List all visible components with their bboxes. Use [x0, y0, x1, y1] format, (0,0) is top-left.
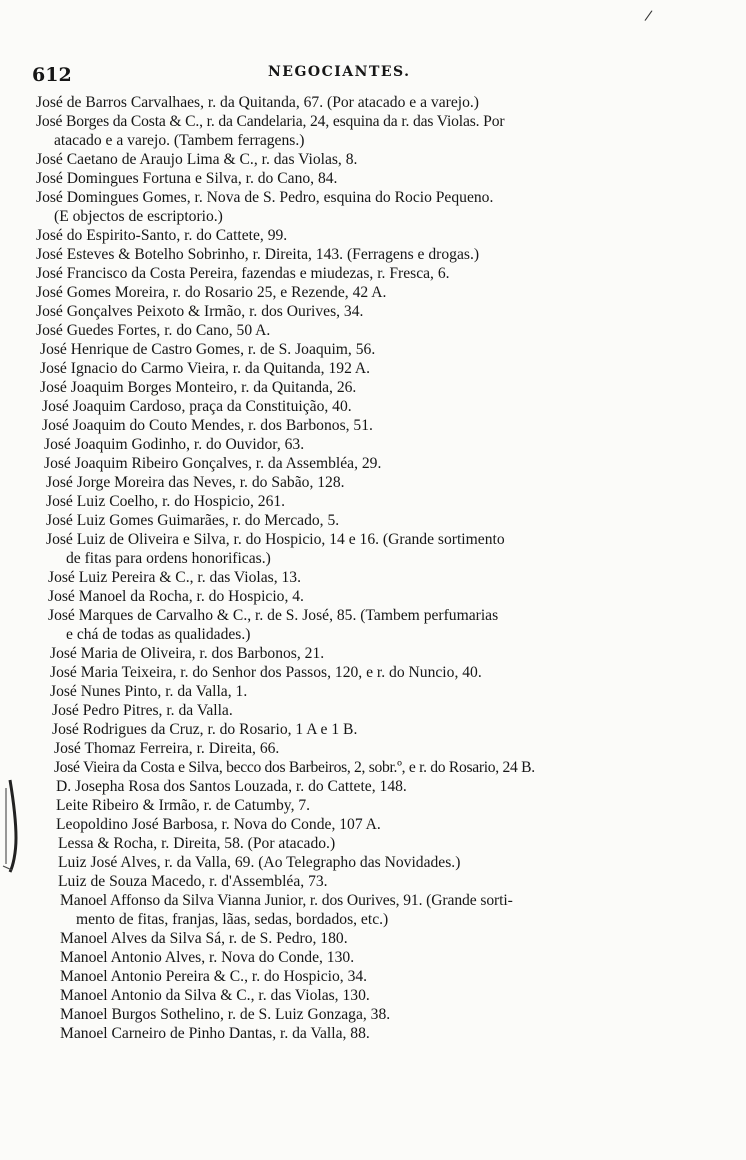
- entry-line: José Maria Teixeira, r. do Senhor dos Passos, 120, e r. do Nuncio, 40.: [50, 664, 482, 681]
- entry-line: José Ignacio do Carmo Vieira, r. da Quitanda, 192 A.: [40, 360, 371, 377]
- entry-line: Manoel Carneiro de Pinho Dantas, r. da Valla, 88.: [60, 1025, 370, 1042]
- entry-line: Lessa & Rocha, r. Direita, 58. (Por atacado.): [58, 835, 336, 852]
- entry-line: José Joaquim Godinho, r. do Ouvidor, 63.: [44, 436, 305, 453]
- entry-line: José Caetano de Araujo Lima & C., r. das Violas, 8.: [36, 151, 358, 168]
- entry-line: José Esteves & Botelho Sobrinho, r. Direita, 143. (Ferragens e drogas.): [36, 246, 480, 263]
- entry-line: José Thomaz Ferreira, r. Direita, 66.: [54, 740, 280, 757]
- entry-line: José Nunes Pinto, r. da Valla, 1.: [50, 683, 248, 700]
- entry-line: José Guedes Fortes, r. do Cano, 50 A.: [36, 322, 271, 339]
- entry-line: José Domingues Fortuna e Silva, r. do Cano, 84.: [36, 170, 338, 187]
- entry-line: José Francisco da Costa Pereira, fazendas e miudezas, r. Fresca, 6.: [36, 265, 450, 282]
- entry-line: José Gonçalves Peixoto & Irmão, r. dos Ourives, 34.: [36, 303, 364, 320]
- entry-line: José de Barros Carvalhaes, r. da Quitanda, 67. (Por atacado e a varejo.): [36, 94, 479, 111]
- entry-line: Manoel Affonso da Silva Vianna Junior, r. dos Ourives, 91. (Grande sorti-: [60, 892, 513, 909]
- entry-line: José Pedro Pitres, r. da Valla.: [52, 702, 233, 719]
- entry-line: José Joaquim Borges Monteiro, r. da Quitanda, 26.: [40, 379, 357, 396]
- entry-line: José Joaquim do Couto Mendes, r. dos Barbonos, 51.: [42, 417, 373, 434]
- entry-line: José Luiz de Oliveira e Silva, r. do Hospicio, 14 e 16. (Grande sortimento: [46, 531, 505, 548]
- entry-line: Manoel Antonio da Silva & C., r. das Violas, 130.: [60, 987, 370, 1004]
- entry-line: José Luiz Coelho, r. do Hospicio, 261.: [46, 493, 286, 510]
- entry-line: José Joaquim Cardoso, praça da Constituição, 40.: [42, 398, 352, 415]
- entry-line: Luiz José Alves, r. da Valla, 69. (Ao Telegrapho das Novidades.): [58, 854, 461, 871]
- entry-line: José Gomes Moreira, r. do Rosario 25, e Rezende, 42 A.: [36, 284, 387, 301]
- entry-line: José Jorge Moreira das Neves, r. do Sabão, 128.: [46, 474, 345, 491]
- entry-line: José Domingues Gomes, r. Nova de S. Pedro, esquina do Rocio Pequeno.: [36, 189, 494, 206]
- entry-line: Manoel Antonio Pereira & C., r. do Hospicio, 34.: [60, 968, 368, 985]
- entry-line: José Marques de Carvalho & C., r. de S. José, 85. (Tambem perfumarias: [48, 607, 499, 624]
- entry-line: de fitas para ordens honorificas.): [66, 550, 271, 567]
- entry-line: e chá de todas as qualidades.): [66, 626, 251, 643]
- entry-line: Manoel Alves da Silva Sá, r. de S. Pedro, 180.: [60, 930, 348, 947]
- corner-mark: /: [643, 7, 654, 25]
- entry-line: José Rodrigues da Cruz, r. do Rosario, 1 A e 1 B.: [52, 721, 358, 738]
- entry-line: Luiz de Souza Macedo, r. d'Assembléa, 73.: [58, 873, 328, 890]
- entry-line: José Vieira da Costa e Silva, becco dos Barbeiros, 2, sobr.º, e r. do Rosario, 24 B.: [54, 759, 535, 776]
- entry-line: José Maria de Oliveira, r. dos Barbonos, 21.: [50, 645, 325, 662]
- entry-line: José Joaquim Ribeiro Gonçalves, r. da Assembléa, 29.: [44, 455, 382, 472]
- entry-line: atacado e a varejo. (Tambem ferragens.): [54, 132, 305, 149]
- entry-line: D. Josepha Rosa dos Santos Louzada, r. do Cattete, 148.: [56, 778, 407, 795]
- entry-line: Leite Ribeiro & Irmão, r. de Catumby, 7.: [56, 797, 311, 814]
- entry-line: Manoel Burgos Sothelino, r. de S. Luiz Gonzaga, 38.: [60, 1006, 391, 1023]
- running-head: NEGOCIANTES.: [268, 64, 411, 80]
- entry-line: José Borges da Costa & C., r. da Candelaria, 24, esquina da r. das Violas. Por: [36, 113, 505, 130]
- entry-line: Manoel Antonio Alves, r. Nova do Conde, 130.: [60, 949, 355, 966]
- entry-line: (E objectos de escriptorio.): [54, 208, 223, 225]
- entry-line: José Luiz Pereira & C., r. das Violas, 13.: [48, 569, 302, 586]
- entry-line: Leopoldino José Barbosa, r. Nova do Conde, 107 A.: [56, 816, 381, 833]
- page-number: 612: [32, 64, 72, 86]
- entry-line: José Manoel da Rocha, r. do Hospicio, 4.: [48, 588, 304, 605]
- entry-line: José Henrique de Castro Gomes, r. de S. Joaquim, 56.: [40, 341, 376, 358]
- binding-edge-mark: [0, 778, 22, 874]
- entry-line: José Luiz Gomes Guimarães, r. do Mercado, 5.: [46, 512, 340, 529]
- entry-line: José do Espirito-Santo, r. do Cattete, 99.: [36, 227, 288, 244]
- entry-line: mento de fitas, franjas, lãas, sedas, bordados, etc.): [76, 911, 389, 928]
